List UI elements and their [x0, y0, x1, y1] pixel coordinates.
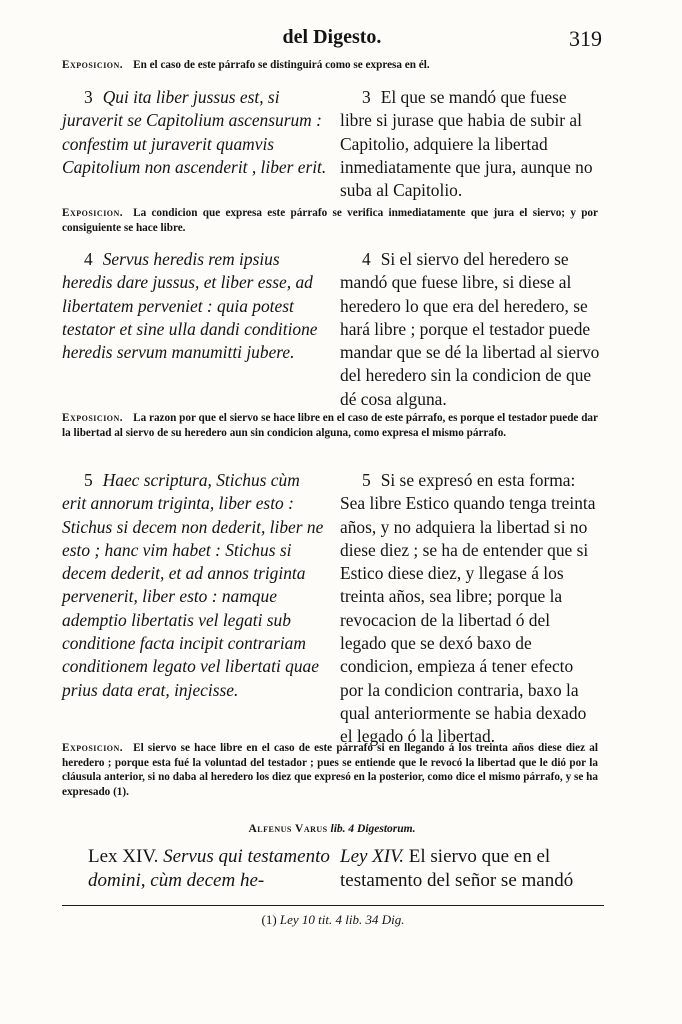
exposition-text: La condicion que expresa este párrafo se verifica inmediatamente que jura el siervo; y por consiguiente se hace libre. — [62, 207, 598, 234]
exposition-text: El siervo se hace libre en el caso de este párrafo si en llegando á los treinta años diese diez al heredero ; porque esta fué la voluntad del testador ; pues se entiende que le revocó la libertad que le dió por la cláusula anterior, si no daba al heredero los diez que expresó en la posterior, como dice el mismo párrafo, y se ha expresado (1). — [62, 742, 598, 798]
section-number: 3 — [84, 87, 93, 107]
exposition-5 — [62, 741, 598, 799]
lex-latin-text: Servus qui testamento domini, cùm decem he- — [88, 846, 330, 891]
exposition-3 — [62, 206, 598, 235]
spanish-text: Si se expresó en esta forma: Sea libre Estico quando tenga treinta años, y no adquiera la libertad si no diese diez ; se ha de entender que si Estico diese diez, y llegase á los treinta años, sea libre; porque la revocacion de la libertad ó del legado que se dexó baxo de condicion, empieza á tener efecto por la condicion contraria, baxo la qual anteriormente se habia dexado el legado ó la libertad. — [340, 470, 596, 747]
exposition-intro — [62, 58, 598, 73]
exposition-label: Exposicion. — [62, 207, 124, 219]
section-number: 4 — [362, 249, 371, 269]
section-3-latin — [62, 86, 327, 179]
lex-14-spanish — [340, 845, 602, 893]
exposition-4 — [62, 411, 598, 440]
exposition-text: La razon por que el siervo se hace libre en el caso de este párrafo, es porque el testador puede dar la libertad al siervo de su heredero aun sin condicion alguna, como expresa el mismo párrafo. — [62, 412, 598, 439]
section-number: 5 — [84, 470, 93, 490]
exposition-text: En el caso de este párrafo se distinguirá como se expresa en él. — [133, 59, 430, 71]
section-4-latin — [62, 248, 327, 364]
page-number: 319 — [569, 26, 602, 51]
lex-heading: Lex XIV. — [88, 846, 159, 867]
footnote-divider — [62, 905, 604, 906]
citation-book: lib. 4 Digestorum. — [330, 823, 416, 835]
section-3-spanish — [340, 86, 600, 202]
latin-text: Qui ita liber jussus est, si juraverit se Capitolium ascensurum : confestim ut juraverit quamvis Capitolium non ascenderit , liber erit. — [62, 87, 327, 177]
section-5-latin — [62, 469, 327, 702]
exposition-label: Exposicion. — [62, 412, 124, 424]
footnote — [62, 912, 604, 928]
footnote-marker: (1) — [261, 912, 277, 927]
exposition-label: Exposicion. — [62, 59, 124, 71]
section-number: 5 — [362, 470, 371, 490]
ley-spanish-text: El siervo que en el testamento del señor se mandó — [340, 846, 574, 891]
source-citation — [62, 823, 602, 835]
lex-14-latin — [88, 845, 330, 893]
running-header — [62, 26, 602, 52]
exposition-label: Exposicion. — [62, 742, 124, 754]
running-title: del Digesto. — [282, 26, 382, 48]
spanish-text: El que se mandó que fuese libre si jurase que habia de subir al Capitolio, adquiere la libertad inmediatamente que jura, aunque no suba al Capitolio. — [340, 87, 593, 201]
latin-text: Haec scriptura, Stichus cùm erit annorum triginta, liber esto : Stichus si decem non dederit, liber ne esto ; hanc vim habet : Stichus si decem dederit, et ad annos triginta pervenerit, liber esto : namque ademptio libertatis vel legati sub conditione facta incipit contrariam conditionem legato vel libertati quae prius data erat, injecisse. — [62, 470, 324, 700]
citation-author: Alfenus Varus — [248, 823, 328, 835]
section-number: 3 — [362, 87, 371, 107]
section-number: 4 — [84, 249, 93, 269]
ley-heading: Ley XIV. — [340, 846, 405, 867]
section-5-spanish — [340, 469, 600, 749]
section-4-spanish — [340, 248, 600, 411]
footnote-text: Ley 10 tit. 4 lib. 34 Dig. — [279, 912, 405, 927]
spanish-text: Si el siervo del heredero se mandó que fuese libre, si diese al heredero lo que era del heredero, se hará libre ; porque el testador puede mandar que se dé la libertad al siervo del heredero sin la condicion de que dé cosa alguna. — [340, 249, 600, 409]
latin-text: Servus heredis rem ipsius heredis dare jussus, et liber esse, ad libertatem perveniet : quia potest testator et sine ulla dandi conditione heredis servum manumitti jubere. — [62, 249, 318, 363]
